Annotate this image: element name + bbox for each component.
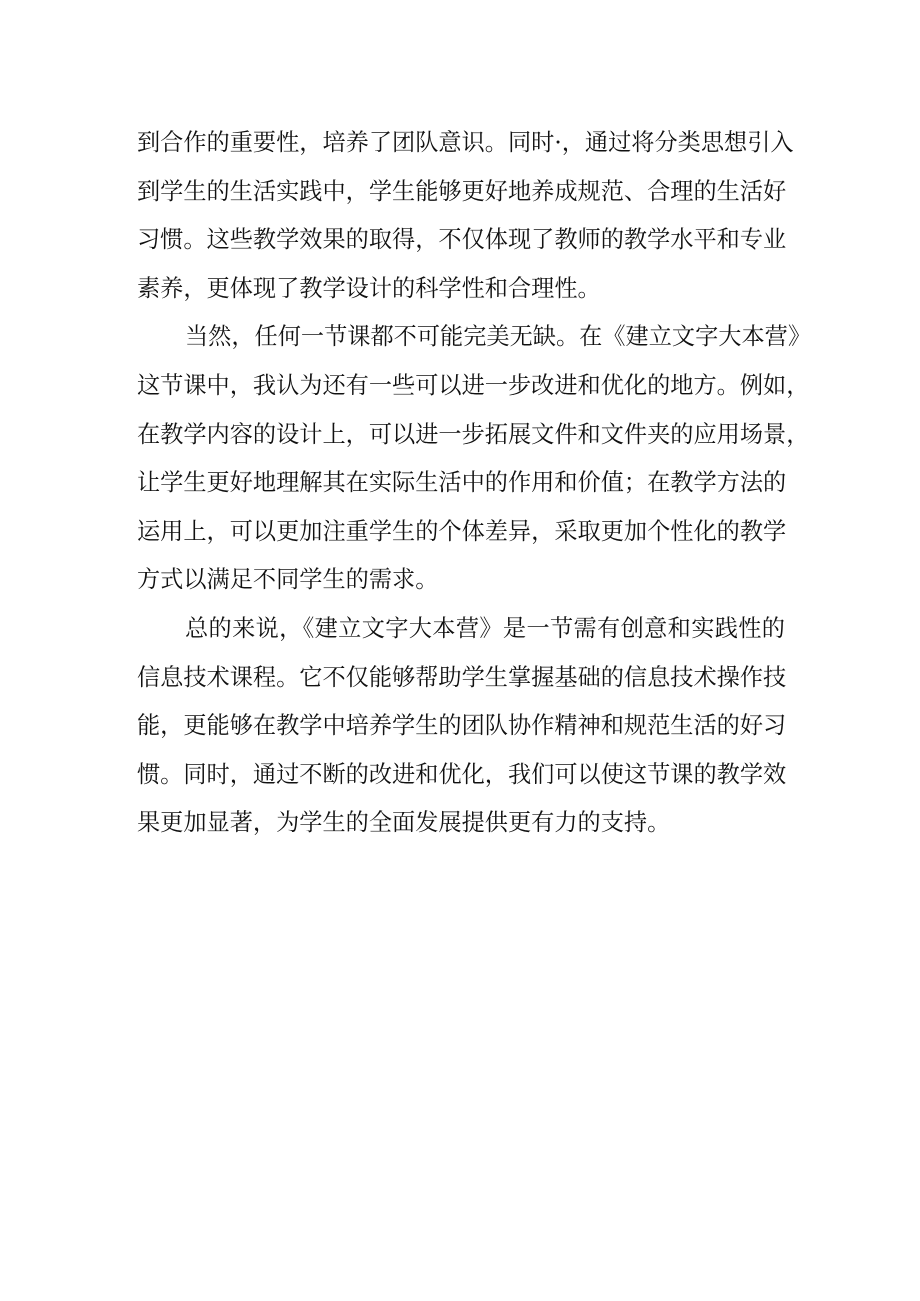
text-line: 惯。同时，通过不断的改进和优化，我们可以使这节课的教学效 xyxy=(137,760,787,788)
text-line: 在教学内容的设计上，可以进一步拓展文件和文件夹的应用场景， xyxy=(137,420,810,448)
text-line: 信息技术课程。它不仅能够帮助学生掌握基础的信息技术操作技 xyxy=(137,663,787,691)
text-line: 这节课中，我认为还有一些可以进一步改进和优化的地方。例如， xyxy=(137,371,810,399)
text-line: 习惯。这些教学效果的取得，不仅体现了教师的教学水平和专业 xyxy=(137,226,787,254)
text-line: 总的来说，《建立文字大本营》是一节需有创意和实践性的 xyxy=(185,614,785,642)
text-line: 果更加显著，为学生的全面发展提供更有力的支持。 xyxy=(137,809,671,837)
text-line: 让学生更好地理解其在实际生活中的作用和价值；在教学方法的 xyxy=(137,469,787,497)
document-body xyxy=(137,119,812,848)
text-line: 到合作的重要性，培养了团队意识。同时·，通过将分类思想引入 xyxy=(137,129,794,156)
text-line: 到学生的生活实践中，学生能够更好地养成规范、合理的生活好 xyxy=(137,177,787,205)
text-line: 能，更能够在教学中培养学生的团队协作精神和规范生活的好习 xyxy=(137,712,787,740)
text-line: 当然，任何一节课都不可能完美无缺。在《建立文字大本营》 xyxy=(185,323,812,351)
text-line: 方式以满足不同学生的需求。 xyxy=(137,566,439,594)
text-line: 运用上，可以更加注重学生的个体差异，采取更加个性化的教学 xyxy=(137,517,787,545)
text-line: 素养，更体现了教学设计的科学性和合理性。 xyxy=(137,274,601,302)
